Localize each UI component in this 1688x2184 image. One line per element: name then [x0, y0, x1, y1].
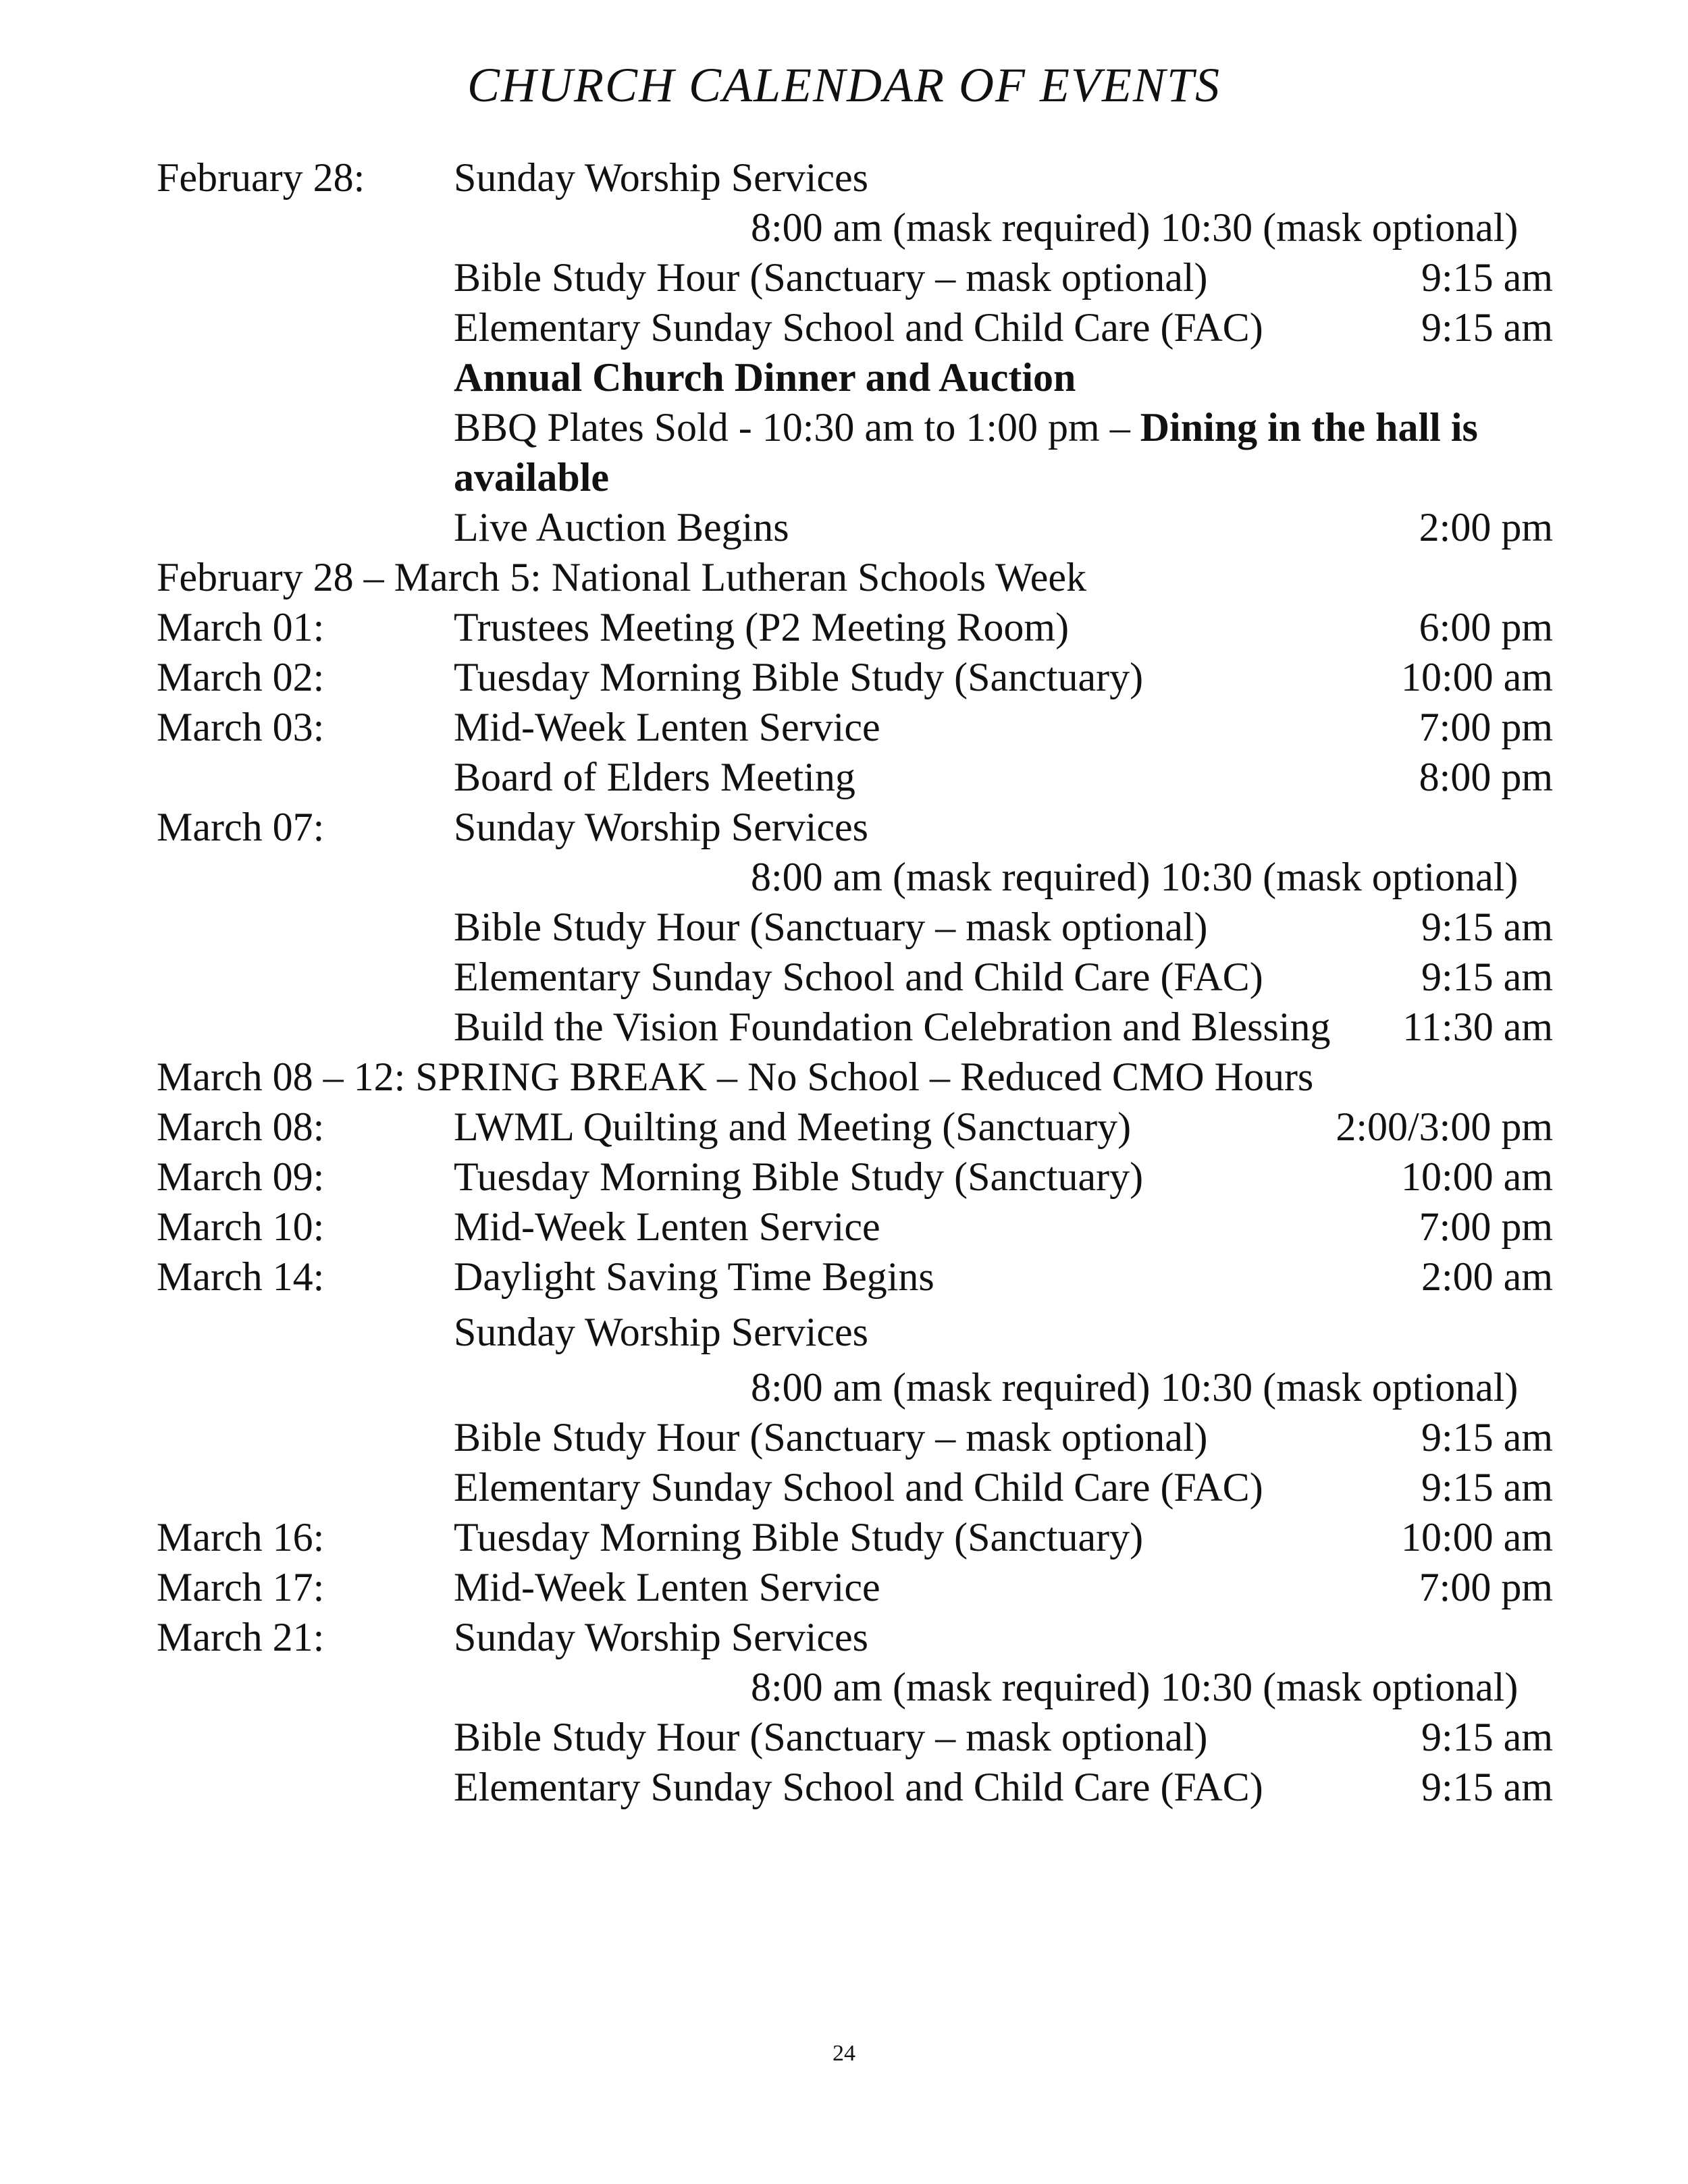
event-text: Sunday Worship Services	[454, 1310, 869, 1354]
event-time: 10:00 am	[1401, 1154, 1553, 1199]
calendar-line	[0, 402, 1688, 452]
event-time: 7:00 pm	[1419, 705, 1553, 749]
event-time: 9:15 am	[1421, 1465, 1553, 1510]
calendar-line	[0, 1512, 1688, 1562]
event-text: Elementary Sunday School and Child Care (FAC)	[454, 1465, 1263, 1510]
event-description	[454, 1612, 868, 1662]
event-text: Mid-Week Lenten Service	[454, 705, 880, 749]
event-time: 10:00 am	[1401, 1515, 1553, 1560]
event-range-heading: March 08 – 12: SPRING BREAK – No School – Reduced CMO Hours	[157, 1055, 1314, 1099]
event-text: Sunday Worship Services	[454, 1615, 869, 1659]
event-time: 9:15 am	[1421, 305, 1553, 350]
event-time: 11:30 am	[1402, 1005, 1553, 1049]
event-description	[454, 402, 1478, 452]
calendar-line	[0, 652, 1688, 702]
event-date: March 16:	[157, 1515, 325, 1560]
event-date: March 14:	[157, 1254, 325, 1299]
event-date: March 03:	[157, 705, 325, 749]
calendar-line	[0, 1612, 1688, 1662]
event-description	[454, 1412, 1208, 1462]
event-description	[454, 1762, 1263, 1812]
event-text-bold: available	[454, 455, 610, 500]
calendar-line	[0, 852, 1688, 902]
event-description	[454, 1462, 1263, 1512]
event-text: Tuesday Morning Bible Study (Sanctuary)	[454, 1154, 1144, 1199]
event-text: Mid-Week Lenten Service	[454, 1204, 880, 1249]
calendar-line	[0, 1462, 1688, 1512]
event-text: Bible Study Hour (Sanctuary – mask optional)	[454, 905, 1208, 949]
event-time: 2:00 am	[1421, 1254, 1553, 1299]
event-text: Live Auction Begins	[454, 505, 789, 550]
event-description	[454, 1712, 1208, 1762]
event-date: March 17:	[157, 1565, 325, 1609]
event-text-bold: Dining in the hall is	[1140, 405, 1478, 450]
event-description	[454, 302, 1263, 352]
calendar-line	[0, 502, 1688, 552]
event-description	[454, 652, 1143, 702]
event-description	[454, 602, 1069, 652]
event-time: 9:15 am	[1421, 1715, 1553, 1759]
event-description	[454, 153, 868, 203]
calendar-line	[0, 1202, 1688, 1252]
event-time: 2:00/3:00 pm	[1336, 1104, 1553, 1149]
calendar-line	[0, 602, 1688, 652]
event-time: 10:00 am	[1401, 655, 1553, 699]
event-description	[454, 252, 1208, 302]
event-time: 9:15 am	[1421, 1765, 1553, 1809]
event-text: Elementary Sunday School and Child Care (FAC)	[454, 955, 1263, 999]
event-description	[454, 1562, 880, 1612]
calendar-line	[0, 203, 1688, 252]
event-date: March 01:	[157, 605, 325, 649]
calendar-line	[0, 1307, 1688, 1357]
event-text: LWML Quilting and Meeting (Sanctuary)	[454, 1104, 1132, 1149]
event-text: Tuesday Morning Bible Study (Sanctuary)	[454, 1515, 1144, 1560]
calendar-line	[0, 352, 1688, 402]
event-description	[454, 1252, 934, 1302]
event-text: Tuesday Morning Bible Study (Sanctuary)	[454, 655, 1144, 699]
calendar-line	[0, 452, 1688, 502]
event-text: Trustees Meeting (P2 Meeting Room)	[454, 605, 1070, 649]
event-description	[454, 1152, 1143, 1202]
event-description	[454, 952, 1263, 1002]
calendar-line	[0, 902, 1688, 952]
calendar-line	[0, 1052, 1688, 1102]
event-date: March 08:	[157, 1104, 325, 1149]
calendar-line	[0, 802, 1688, 852]
event-date: March 02:	[157, 655, 325, 699]
calendar-line	[0, 1712, 1688, 1762]
calendar-line	[0, 1362, 1688, 1412]
event-text: Board of Elders Meeting	[454, 755, 855, 799]
calendar-line	[0, 302, 1688, 352]
calendar-line	[0, 952, 1688, 1002]
calendar-line	[0, 1152, 1688, 1202]
event-text: Mid-Week Lenten Service	[454, 1565, 880, 1609]
event-time: 2:00 pm	[1419, 505, 1553, 550]
event-range-heading: February 28 – March 5: National Lutheran Schools Week	[157, 555, 1087, 600]
event-text: Sunday Worship Services	[454, 155, 869, 200]
page-number: 24	[833, 2041, 855, 2066]
calendar-line	[0, 1412, 1688, 1462]
event-time: 9:15 am	[1421, 955, 1553, 999]
event-date: March 21:	[157, 1615, 325, 1659]
calendar-line	[0, 1562, 1688, 1612]
event-text: Bible Study Hour (Sanctuary – mask optional)	[454, 1715, 1208, 1759]
service-times: 8:00 am (mask required) 10:30 (mask optional)	[751, 1365, 1519, 1410]
event-description	[454, 1002, 1331, 1052]
event-text: Elementary Sunday School and Child Care (FAC)	[454, 305, 1263, 350]
calendar-line	[0, 702, 1688, 752]
event-description	[454, 1102, 1131, 1152]
event-text-bold: Annual Church Dinner and Auction	[454, 355, 1076, 400]
event-time: 8:00 pm	[1419, 755, 1553, 799]
event-text: Elementary Sunday School and Child Care (FAC)	[454, 1765, 1263, 1809]
event-text: Daylight Saving Time Begins	[454, 1254, 934, 1299]
event-text: Bible Study Hour (Sanctuary – mask optional)	[454, 255, 1208, 300]
event-date: March 10:	[157, 1204, 325, 1249]
event-text: Sunday Worship Services	[454, 805, 869, 849]
calendar-line	[0, 1002, 1688, 1052]
event-time: 6:00 pm	[1419, 605, 1553, 649]
event-description	[454, 1307, 868, 1357]
event-description	[454, 1512, 1143, 1562]
event-time: 9:15 am	[1421, 1415, 1553, 1460]
page-title: CHURCH CALENDAR OF EVENTS	[467, 58, 1221, 112]
event-text: Build the Vision Foundation Celebration and Blessing	[454, 1005, 1331, 1049]
event-date: February 28:	[157, 155, 365, 200]
service-times: 8:00 am (mask required) 10:30 (mask optional)	[751, 1665, 1519, 1709]
event-time: 7:00 pm	[1419, 1565, 1553, 1609]
calendar-line	[0, 252, 1688, 302]
event-date: March 09:	[157, 1154, 325, 1199]
event-time: 9:15 am	[1421, 905, 1553, 949]
event-description	[454, 502, 789, 552]
event-description	[454, 1202, 880, 1252]
event-description	[454, 352, 1076, 402]
calendar-line	[0, 1762, 1688, 1812]
event-description	[454, 752, 855, 802]
calendar-line	[0, 1252, 1688, 1302]
service-times: 8:00 am (mask required) 10:30 (mask optional)	[751, 855, 1519, 899]
event-description	[454, 452, 609, 502]
calendar-line	[0, 752, 1688, 802]
service-times: 8:00 am (mask required) 10:30 (mask optional)	[751, 205, 1519, 250]
event-text: Bible Study Hour (Sanctuary – mask optional)	[454, 1415, 1208, 1460]
calendar-line	[0, 1662, 1688, 1712]
event-time: 9:15 am	[1421, 255, 1553, 300]
event-time: 7:00 pm	[1419, 1204, 1553, 1249]
event-date: March 07:	[157, 805, 325, 849]
calendar-line	[0, 552, 1688, 602]
calendar-line	[0, 153, 1688, 203]
calendar-line	[0, 1102, 1688, 1152]
event-text: BBQ Plates Sold - 10:30 am to 1:00 pm –	[454, 405, 1140, 450]
event-description	[454, 902, 1208, 952]
event-description	[454, 702, 880, 752]
event-description	[454, 802, 868, 852]
